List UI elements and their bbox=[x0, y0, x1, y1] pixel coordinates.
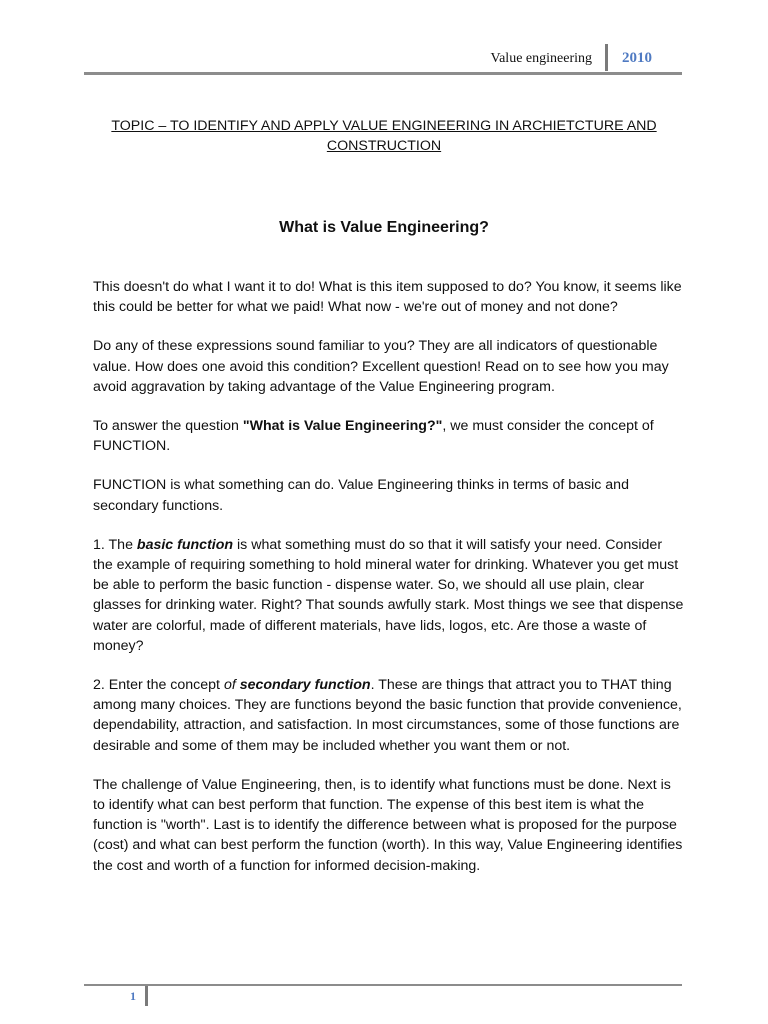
document-body bbox=[93, 277, 685, 895]
paragraph-5 bbox=[93, 535, 685, 656]
paragraph-3 bbox=[93, 416, 685, 456]
footer-rule bbox=[84, 984, 682, 986]
header-title: Value engineering bbox=[490, 51, 592, 66]
header-year: 2010 bbox=[622, 50, 652, 66]
paragraph-4: FUNCTION is what something can do. Value Engineering thinks in terms of basic and secondary functions. bbox=[93, 477, 629, 514]
paragraph-3-text-end: , we must consider the concept of FUNCTION. bbox=[93, 418, 654, 455]
section-heading: What is Value Engineering? bbox=[279, 219, 489, 236]
basic-function-term: basic function bbox=[136, 536, 234, 553]
secondary-function-term: secondary function bbox=[239, 677, 371, 694]
paragraph-6-text-end: . These are things that attract you to THAT thing among many choices. They are functions beyond the basic function that provide convenience, dependability, attraction, and satisfaction. In most circumstances, some of those functions are desirable and some of them may be included whether you want them or not. bbox=[93, 677, 682, 754]
paragraph-3-text: To answer the question bbox=[93, 418, 243, 435]
of-word: of bbox=[223, 677, 240, 694]
header-rule bbox=[84, 72, 682, 75]
paragraph-7: The challenge of Value Engineering, then, is to identify what functions must be done. Next is to identify what can best perform that function. The expense of this best item is what the function is "worth". Last is to identify the difference between what is proposed for the purpose (cost) and what can best perform the function (worth). In this way, Value Engineering identifies the cost and worth of a function for informed decision-making. bbox=[93, 776, 683, 874]
paragraph-1: This doesn't do what I want it to do! What is this item supposed to do? You know, it seems like this could be better for what we paid! What now - we're out of money and not done? bbox=[93, 279, 682, 316]
paragraph-6-text: 2. Enter the concept bbox=[93, 677, 224, 694]
question-bold-text: "What is Value Engineering?" bbox=[242, 418, 443, 435]
footer-divider bbox=[145, 986, 148, 1006]
page-number: 1 bbox=[130, 989, 136, 1003]
page-header bbox=[84, 44, 682, 74]
topic-title: TOPIC – TO IDENTIFY AND APPLY VALUE ENGINEERING IN ARCHIETCTURE AND CONSTRUCTION bbox=[111, 118, 657, 154]
header-divider bbox=[605, 44, 608, 71]
paragraph-5-text-end: is what something must do so that it will satisfy your need. Consider the example of requiring something to hold mineral water for drinking. Whatever you get must be able to perform the basic function - dispense water. So, we should all use plain, clear glasses for drinking water. Right? That sounds awfully stark. Most things we see that dispense water are colorful, made of different materials, have lids, logos, etc. Are those a waste of money? bbox=[93, 536, 684, 654]
paragraph-5-text: 1. The bbox=[93, 536, 137, 553]
page-footer bbox=[84, 984, 682, 1008]
paragraph-6 bbox=[93, 675, 685, 756]
paragraph-2: Do any of these expressions sound familiar to you? They are all indicators of questionable value. How does one avoid this condition? Excellent question! Read on to see how you may avoid aggravation by taking advantage of the Value Engineering program. bbox=[93, 338, 669, 395]
